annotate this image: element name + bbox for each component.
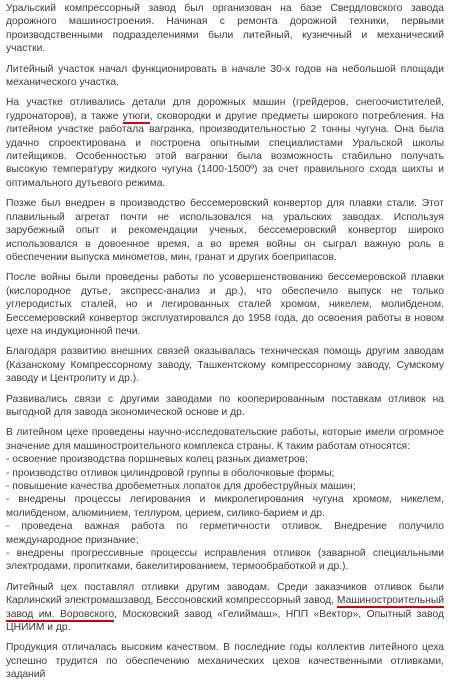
list-item: - внедрены процессы легирования и микролегирования чугуна хромом, никелем, молибденом, алюминием, теллуром, церием, силико-барием и др.: [6, 494, 444, 519]
highlighted-word-irons: утюги: [122, 110, 150, 122]
paragraph-technical-help: Благодаря развитию внешних связей оказывалась техническая помощь другим заводам (Казанскому Компрессорному заводу, Ташкентскому компрессорному заводу, Сумскому заводу и Центролиту и др.).: [6, 346, 444, 385]
paragraph-customers-start: Литейный цех поставлял отливки другим заводам. Среди заказчиков отливок были Карлинский электромашзавод, Бессоновский компрессорный завод,: [6, 581, 444, 607]
paragraph-intro: Уральский компрессорный завод был организован на базе Свердловского завода дорожного машиностроения. Начиная с ремонта дорожной техники, первыми производственными подразделениями были литейный, кузнечный и механический участки.: [6, 3, 444, 55]
paragraph-foundry-start: Литейный участок начал функционировать в начале 30-х годов на небольшой площади механического участка.: [6, 63, 444, 89]
list-item: - производство отливок цилиндровой группы в оболочковые формы;: [6, 467, 335, 479]
paragraph-cast-parts: [6, 96, 444, 190]
paragraph-cast-parts-start: На участке отливались детали для дорожных машин (грейдеров, снегоочистителей, гудронаторов), а также: [6, 97, 444, 122]
paragraph-cooperation: Развивались связи с другими заводами по кооперированным поставкам отливок на выгодной для завода экономической основе и др.: [6, 393, 444, 418]
paragraph-customers-end: , Московский завод «Гелиймаш», НПП «Вектор», Опытный завод ЦНИИМ и др.: [6, 608, 444, 634]
paragraph-postwar: После войны были проведены работы по усовершенствованию бессемеровской плавки (кислородное дутье, экспресс-анализ и др.), что обеспечило выпуск не только углеродистых сталей, но и легированных сталей хромом, никелем, молибденом. Бессемеровский конвертор эксплуатировался до 1958 года, до освоения работы в новом цехе на индукционной печи.: [6, 272, 444, 337]
paragraph-quality: Продукция отличалась высоким качеством. В последние годы коллектив литейного цеха успешно трудится по обеспечению механических цехов качественными отливками, заданий: [6, 642, 444, 681]
article-body: [6, 2, 444, 689]
list-item: - проведена важная работа по герметичности отливок. Внедрение получило международное признание;: [6, 521, 444, 546]
paragraph-cast-parts-end: , сковородки и другие предметы широкого потребления. На литейном участке работала вагранка, производительностью 2 тонны чугуна. Она была удачно спроектирована и построена опытными специалистами Уральской школы литейщиков. Особенностью этой вагранки была возможность стабильно получать высокую температуру жидкого чугуна (1400-1500º) за счет правильного схода шихты и оптимального дутьевого режима.: [6, 110, 444, 189]
highlighted-vorovsky-plant: Машиностроительный завод им. Воровского: [6, 595, 444, 620]
list-item: - внедрены прогрессивные процессы исправления отливок (заварной специальными электродами, пропитками, бакелитированием, термообработкой и др.).: [6, 548, 444, 573]
paragraph-research: В литейном цехе проведены научно-исследовательские работы, которые имели огромное значение для машиностроительного комплекса страны. К таким работам относятся:: [6, 427, 444, 452]
list-item: - освоение производства поршневых колец разных диаметров;: [6, 454, 308, 466]
list-item: - повышение качества дробеметных лопаток для дробеструйных машин;: [6, 481, 356, 492]
paragraph-customers: [6, 581, 444, 635]
paragraph-bessemer: Позже был внедрен в производство бессемеровский конвертор для плавки стали. Этот плавильный агрегат почти не использовался на уральских заводах. Используя зарубежный опыт и рекомендации ученых, бессемеровский конвертор широко использовался в довоенное время, а во время войны он сыграл важную роль в обеспечении выпуска минометов, мин, гранат и других боеприпасов.: [6, 198, 444, 263]
